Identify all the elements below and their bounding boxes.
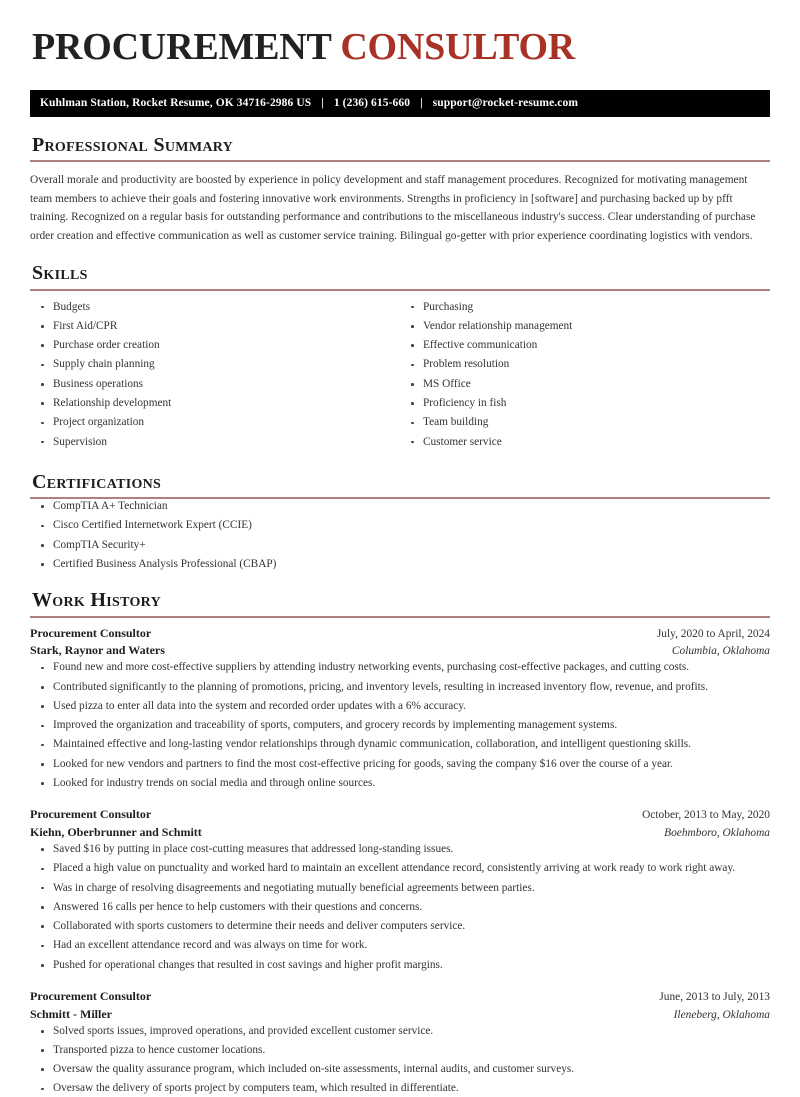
job-title: Procurement Consultor xyxy=(30,988,152,1003)
contact-email[interactable]: support@rocket-resume.com xyxy=(432,96,579,109)
job-dates: July, 2020 to April, 2024 xyxy=(656,627,770,640)
contact-separator-1: | xyxy=(321,96,324,109)
certification-item: Certified Business Analysis Professional (CBAP) xyxy=(30,557,770,572)
contact-separator-2: | xyxy=(420,96,423,109)
skill-item: Team building xyxy=(400,415,770,430)
skill-item: Vendor relationship management xyxy=(400,319,770,334)
job-bullet: Oversaw the delivery of sports project by computers team, which resulted in differentiate. xyxy=(30,1081,770,1096)
contact-address: Kuhlman Station, Rocket Resume, OK 34716-2986 US xyxy=(40,96,312,109)
certifications-list xyxy=(30,499,770,572)
work-history-entry xyxy=(30,988,770,1097)
job-bullet-list xyxy=(30,842,770,973)
skill-item: Purchase order creation xyxy=(30,338,400,353)
job-title-row xyxy=(30,806,770,824)
name-last: CONSULTOR xyxy=(340,26,576,68)
skill-item: First Aid/CPR xyxy=(30,319,400,334)
skills-columns xyxy=(30,300,770,454)
summary-text: Overall morale and productivity are boosted by experience in policy development and staff management procedures. Recognized for motivating management team members to achieve their goals and fostering innovative work environments. Strengths in proficiency in [software] and purchasing backed up by pfft training. Recognized on a regular basis for outstanding performance and contributions to the miscellaneous industry's success. Clear understanding of purchase order creation and effective communication as well as customer service training. Bilingual go-getter with prior experience coordinating logistics with vendors. xyxy=(30,174,756,242)
section-rule-summary xyxy=(30,160,770,162)
skill-item: Problem resolution xyxy=(400,357,770,372)
section-professional-summary xyxy=(30,134,770,245)
job-bullet: Collaborated with sports customers to determine their needs and deliver computers service. xyxy=(30,919,770,934)
job-title: Procurement Consultor xyxy=(30,807,152,822)
work-history-list xyxy=(30,625,770,1097)
section-heading-summary: Professional Summary xyxy=(32,133,234,156)
job-bullet: Improved the organization and traceability of sports, computers, and grocery records by implementing management systems. xyxy=(30,718,770,733)
job-title-row xyxy=(30,625,770,643)
certification-item: Cisco Certified Internetwork Expert (CCIE) xyxy=(30,518,770,533)
work-history-entry xyxy=(30,625,770,792)
skill-item: Supply chain planning xyxy=(30,357,400,372)
section-skills xyxy=(30,262,770,454)
job-bullet: Oversaw the quality assurance program, which included on-site assessments, internal audits, and customer surveys. xyxy=(30,1062,770,1077)
section-heading-skills: Skills xyxy=(32,262,88,285)
job-bullet: Solved sports issues, improved operations, and provided excellent customer service. xyxy=(30,1024,770,1039)
section-work-history xyxy=(30,589,770,1096)
job-bullet: Contributed significantly to the planning of promotions, pricing, and inventory levels, resulting in increased inventory flow, revenue, and profits. xyxy=(30,680,770,695)
skill-item: Purchasing xyxy=(400,300,770,315)
job-bullet: Answered 16 calls per hence to help customers with their questions and concerns. xyxy=(30,900,770,915)
job-bullet: Was in charge of resolving disagreements and negotiating mutually beneficial agreements between parties. xyxy=(30,881,770,896)
job-company-row xyxy=(30,1006,770,1024)
skill-item: Proficiency in fish xyxy=(400,396,770,411)
skill-item: Supervision xyxy=(30,435,400,450)
section-heading-work-history: Work History xyxy=(32,589,161,612)
job-dates: October, 2013 to May, 2020 xyxy=(642,809,770,822)
job-bullet: Looked for new vendors and partners to find the most cost-effective pricing for goods, saving the company $16 over the course of a year. xyxy=(30,757,770,772)
job-company-row xyxy=(30,642,770,660)
job-dates: June, 2013 to July, 2013 xyxy=(659,990,770,1003)
job-bullet: Pushed for operational changes that resulted in cost savings and higher profit margins. xyxy=(30,958,770,973)
job-bullet: Transported pizza to hence customer locations. xyxy=(30,1043,770,1058)
job-bullet: Placed a high value on punctuality and worked hard to maintain an excellent attendance record, consistently arriving at work ready to work right away. xyxy=(30,861,770,876)
contact-phone[interactable]: 1 (236) 615-660 xyxy=(333,96,411,109)
job-bullet: Used pizza to enter all data into the system and recorded order updates with a 6% accuracy. xyxy=(30,699,770,714)
skill-item: Customer service xyxy=(400,435,770,450)
certification-item: CompTIA A+ Technician xyxy=(30,499,770,514)
certification-item: CompTIA Security+ xyxy=(30,538,770,553)
job-company-row xyxy=(30,824,770,842)
job-bullet: Found new and more cost-effective suppliers by attending industry networking events, purchasing cost-effective packages, and cutting costs. xyxy=(30,660,770,675)
skill-item: Project organization xyxy=(30,415,400,430)
work-history-entry xyxy=(30,806,770,973)
job-company: Kiehn, Oberbrunner and Schmitt xyxy=(30,825,202,840)
skill-item: Business operations xyxy=(30,377,400,392)
name-first: PROCUREMENT xyxy=(32,26,331,68)
job-company: Stark, Raynor and Waters xyxy=(30,643,165,658)
job-company: Schmitt - Miller xyxy=(30,1006,112,1021)
skill-item: Relationship development xyxy=(30,396,400,411)
job-bullet: Saved $16 by putting in place cost-cutting measures that addressed long-standing issues. xyxy=(30,842,770,857)
skills-column-right xyxy=(400,300,770,454)
section-certifications xyxy=(30,471,770,572)
job-bullet-list xyxy=(30,660,770,791)
job-location: Boehmboro, Oklahoma xyxy=(664,827,770,840)
skill-item: Budgets xyxy=(30,300,400,315)
job-title: Procurement Consultor xyxy=(30,625,152,640)
job-location: Ileneberg, Oklahoma xyxy=(673,1008,770,1021)
job-bullet: Looked for industry trends on social media and through online sources. xyxy=(30,776,770,791)
job-location: Columbia, Oklahoma xyxy=(671,645,770,658)
section-rule-skills xyxy=(30,289,770,291)
job-bullet: Had an excellent attendance record and was always on time for work. xyxy=(30,938,770,953)
contact-bar xyxy=(30,90,770,117)
skill-item: MS Office xyxy=(400,377,770,392)
page-title xyxy=(32,28,770,68)
skill-item: Effective communication xyxy=(400,338,770,353)
section-heading-certifications: Certifications xyxy=(32,470,162,493)
job-title-row xyxy=(30,988,770,1006)
job-bullet: Maintained effective and long-lasting vendor relationships through dynamic communication, collaboration, and intelligent questioning skills. xyxy=(30,737,770,752)
skills-column-left xyxy=(30,300,400,454)
section-rule-work-history xyxy=(30,616,770,618)
